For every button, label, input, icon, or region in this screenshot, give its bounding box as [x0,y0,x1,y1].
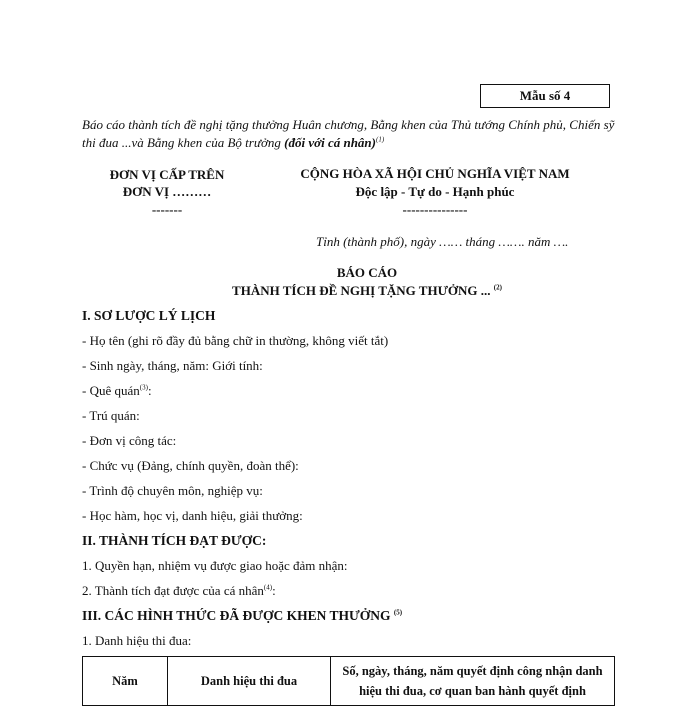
parent-unit-label: ĐƠN VỊ CẤP TRÊN [109,167,225,182]
hometown-footnote-ref: (3) [139,383,148,392]
motto-divider: --------------- [402,202,468,217]
intro-main: Báo cáo thành tích đề nghị tặng thưởng Huân chương, Bằng khen của Thủ tướng Chính phủ, Chiến sỹ thi đua ...và Bằng khen của Bộ trưởng [82,117,615,150]
field-achievements-colon: : [272,583,276,598]
field-achievements [82,583,276,599]
unit-divider: ------- [151,202,183,217]
field-residence: - Trú quán: [82,408,140,423]
motto: Độc lập - Tự do - Hạnh phúc [355,184,515,199]
field-birth-gender: - Sinh ngày, tháng, năm: Giới tính: [82,358,263,373]
col-emulation-title: Danh hiệu thi đua [168,657,331,706]
col-year: Năm [83,657,168,706]
col-decision-info: Số, ngày, tháng, năm quyết định công nhận danh hiệu thi đua, cơ quan ban hành quyết định [331,657,615,706]
section-1-heading: I. SƠ LƯỢC LÝ LỊCH [82,308,216,323]
section-3-heading-text: III. CÁC HÌNH THỨC ĐÃ ĐƯỢC KHEN THƯỞNG [82,608,394,623]
field-position: - Chức vụ (Đảng, chính quyền, đoàn thể): [82,458,299,473]
section-2-heading: II. THÀNH TÍCH ĐẠT ĐƯỢC: [82,533,267,548]
field-duties: 1. Quyền hạn, nhiệm vụ được giao hoặc đảm nhận: [82,558,348,573]
field-hometown [82,383,152,399]
intro-emphasis: (đối với cá nhân) [284,135,376,150]
unit-label: ĐƠN VỊ ……… [122,184,212,199]
achievements-footnote-ref: (4) [263,583,273,592]
field-qualification: - Trình độ chuyên môn, nghiệp vụ: [82,483,263,498]
section-3-heading [82,608,402,624]
place-date-line: Tỉnh (thành phố), ngày …… tháng ……. năm …. [316,234,569,249]
report-title: BÁO CÁO [336,265,398,280]
field-hometown-label: - Quê quán [82,383,140,398]
field-workplace: - Đơn vị công tác: [82,433,177,448]
section-3-footnote-ref: (5) [393,608,403,617]
form-number: Mẫu số 4 [519,88,571,103]
report-subtitle-text: THÀNH TÍCH ĐỀ NGHỊ TẶNG THƯỞNG ... [232,283,494,298]
report-subtitle [82,283,652,299]
intro-footnote-ref: (1) [375,135,385,144]
table-header-row [83,657,615,706]
field-full-name: - Họ tên (ghi rõ đầy đủ bằng chữ in thường, không viết tắt) [82,333,389,348]
emulation-titles-table [82,656,615,706]
intro-text [82,116,627,152]
report-subtitle-footnote-ref: (2) [493,283,502,292]
field-achievements-label: 2. Thành tích đạt được của cá nhân [82,583,264,598]
field-hometown-colon: : [147,383,152,398]
country-name: CỘNG HÒA XÃ HỘI CHỦ NGHĨA VIỆT NAM [300,166,570,181]
field-emulation-titles: 1. Danh hiệu thi đua: [82,633,192,648]
field-academic-titles: - Học hàm, học vị, danh hiệu, giải thưởng: [82,508,303,523]
form-number-box [480,84,610,108]
